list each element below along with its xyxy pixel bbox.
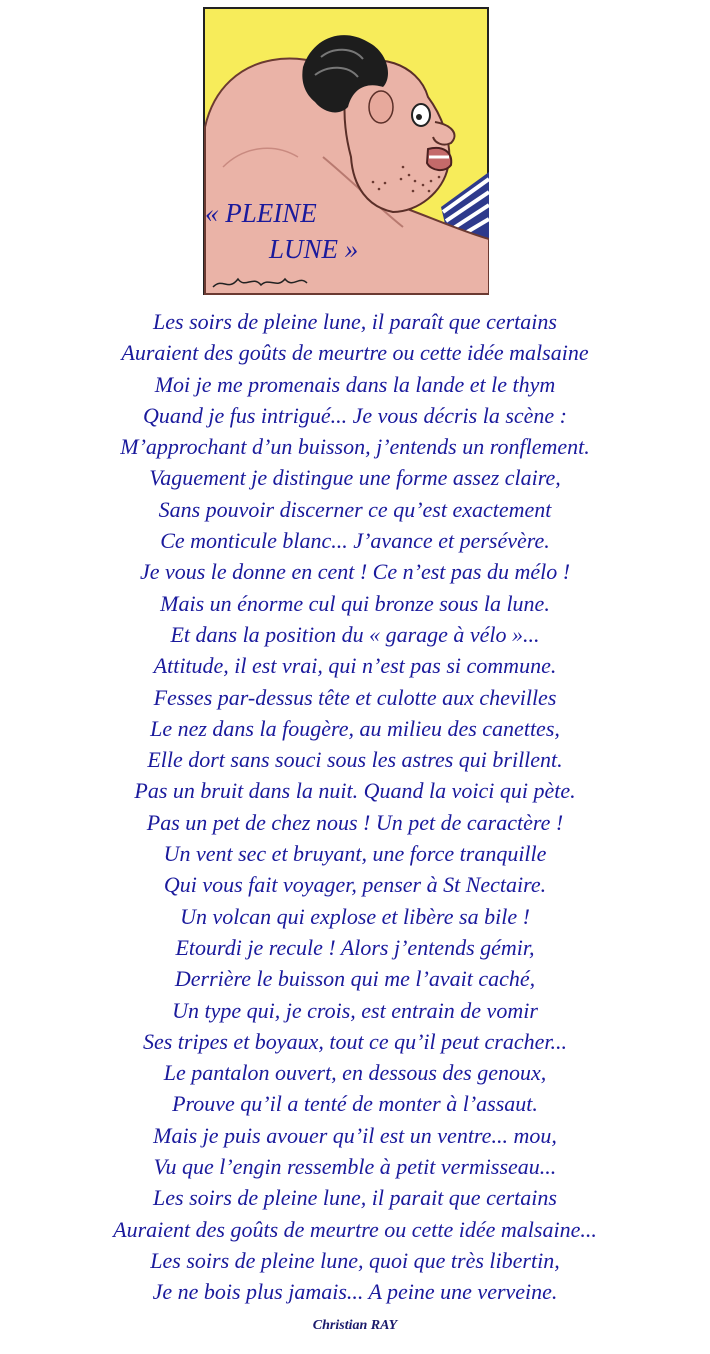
poem-line: Le nez dans la fougère, au milieu des canettes, — [150, 715, 560, 741]
poem-line: Ses tripes et boyaux, tout ce qu’il peut cracher... — [142, 1028, 567, 1054]
poem-line: Les soirs de pleine lune, il parait que certains — [153, 1185, 557, 1211]
mouth — [427, 148, 451, 170]
poem-line: Les soirs de pleine lune, il paraît que certains — [153, 309, 557, 334]
poem-line: Prouve qu’il a tenté de monter à l’assaut. — [172, 1091, 538, 1117]
poem-line: Mais un énorme cul qui bronze sous la lune. — [160, 590, 550, 616]
poem-line: Auraient des goûts de meurtre ou cette idée malsaine — [121, 340, 589, 366]
poem-line: Vu que l’engin ressemble à petit vermisseau... — [153, 1154, 557, 1180]
poem — [0, 306, 710, 1308]
poem-line: Le pantalon ouvert, en dessous des genoux, — [163, 1060, 547, 1086]
poem-line: Et dans la position du « garage à vélo »... — [170, 621, 540, 647]
poem-line: Un vent sec et bruyant, une force tranquille — [163, 841, 547, 867]
poem-line: Un type qui, je crois, est entrain de vomir — [172, 997, 538, 1023]
poem-line: Derrière le buisson qui me l’avait caché, — [174, 966, 536, 992]
poem-line: Auraient des goûts de meurtre ou cette idée malsaine... — [113, 1216, 597, 1242]
poem-line: Elle dort sans souci sous les astres qui brillent. — [147, 747, 563, 773]
poem-line: Quand je fus intrigué... Je vous décris la scène : — [142, 402, 567, 428]
poem-line: Fesses par-dessus tête et culotte aux chevilles — [153, 684, 557, 710]
poem-line: Etourdi je recule ! Alors j’entends gémir, — [175, 934, 535, 960]
poem-line: Sans pouvoir discerner ce qu’est exactement — [158, 496, 552, 522]
artwork-title-line2: LUNE » — [269, 234, 359, 264]
poem-line: Pas un bruit dans la nuit. Quand la voici qui pète. — [134, 778, 576, 804]
poem-line: Attitude, il est vrai, qui n’est pas si commune. — [153, 653, 557, 679]
poem-line: Moi je me promenais dans la lande et le thym — [154, 371, 556, 397]
artwork-title-line1: « PLEINE — [205, 198, 317, 228]
poem-line: Mais je puis avouer qu’il est un ventre... mou, — [153, 1122, 557, 1148]
poem-line: Pas un pet de chez nous ! Un pet de caractère ! — [146, 809, 564, 835]
poem-line: Qui vous fait voyager, penser à St Nectaire. — [163, 872, 547, 898]
poem-line: Un volcan qui explose et libère sa bile ! — [180, 903, 530, 929]
poem-line: Vaguement je distingue une forme assez claire, — [149, 465, 561, 491]
poem-line: Les soirs de pleine lune, quoi que très libertin, — [150, 1247, 560, 1273]
author-signature: Christian RAY — [312, 1318, 398, 1333]
artwork-title — [205, 196, 405, 276]
poem-line: Ce monticule blanc... J’avance et persévère. — [160, 528, 550, 554]
poem-line: Je ne bois plus jamais... A peine une verveine. — [152, 1279, 558, 1305]
poem-line: Je vous le donne en cent ! Ce n’est pas du mélo ! — [139, 559, 571, 585]
poem-line: M’approchant d’un buisson, j’entends un ronflement. — [120, 434, 590, 460]
